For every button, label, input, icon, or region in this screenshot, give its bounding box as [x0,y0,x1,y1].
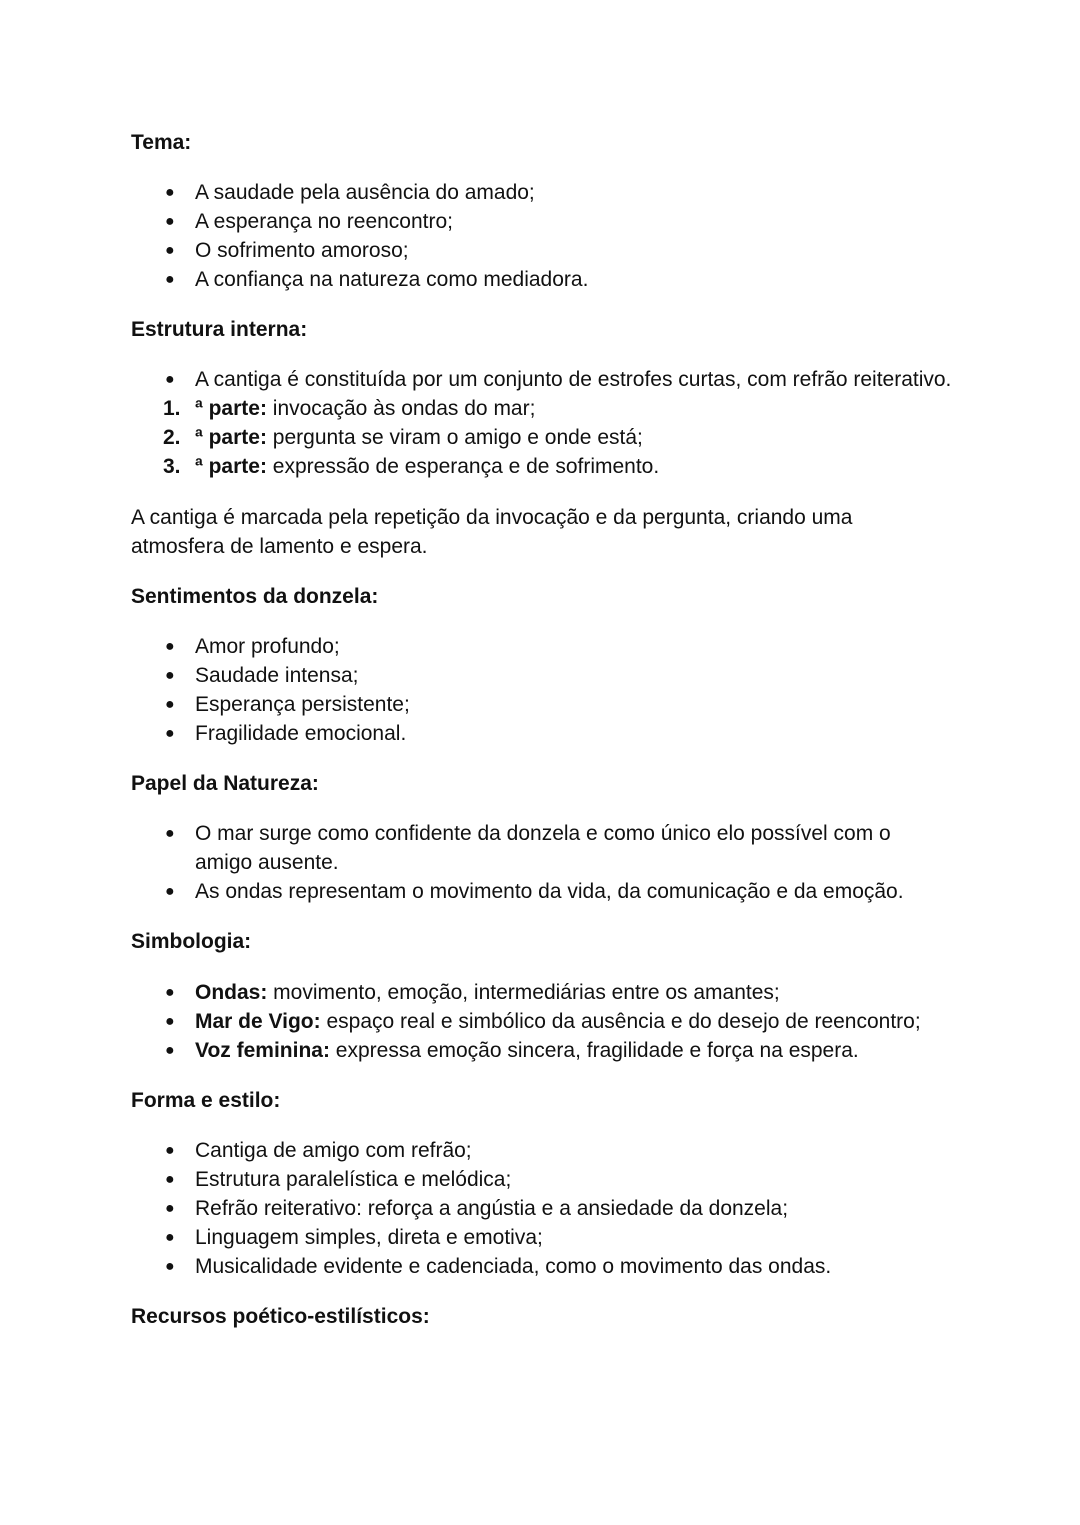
bullet-icon: ● [165,725,175,742]
forma-list [131,1136,961,1281]
list-item: ● Cantiga de amigo com refrão; [131,1136,961,1165]
item-number: 3. [163,455,181,478]
bullet-icon: ● [165,213,175,230]
estrutura-paragraph: A cantiga é marcada pela repetição da invocação e da pergunta, criando uma atmosfera de lamento e espera. [131,506,853,558]
bullet-icon: ● [165,1042,175,1059]
term-label: Mar de Vigo: [195,1010,321,1033]
list-item: ● Linguagem simples, direta e emotiva; [131,1223,961,1252]
bullet-icon: ● [165,1171,175,1188]
item-number: 2. [163,426,181,449]
list-item: ● Voz feminina: expressa emoção sincera, fragilidade e força na espera. [131,1036,961,1065]
bullet-icon: ● [165,1142,175,1159]
part-label: ª parte: [195,455,267,478]
term-label: Ondas: [195,981,268,1004]
list-item: ● Esperança persistente; [131,690,961,719]
list-item: ● A cantiga é constituída por um conjunto de estrofes curtas, com refrão reiterativo. [131,365,961,394]
term-label: Voz feminina: [195,1039,330,1062]
bullet-icon: ● [165,184,175,201]
bullet-icon: ● [165,242,175,259]
numbered-item: 3. ª parte: expressão de esperança e de sofrimento. [131,452,961,481]
list-item: ● Fragilidade emocional. [131,719,961,748]
section-heading-recursos: Recursos poético-estilísticos: [131,1305,430,1328]
tema-list [131,178,961,294]
list-item: ● Amor profundo; [131,632,961,661]
bullet-icon: ● [165,1200,175,1217]
natureza-list [131,819,961,906]
section-heading-natureza: Papel da Natureza: [131,772,319,795]
section-heading-estrutura: Estrutura interna: [131,318,308,341]
section-heading-forma: Forma e estilo: [131,1089,281,1112]
list-item: ● A confiança na natureza como mediadora. [131,265,961,294]
bullet-icon: ● [165,1258,175,1275]
list-item: ● Refrão reiterativo: reforça a angústia e a ansiedade da donzela; [131,1194,961,1223]
bullet-icon: ● [165,825,175,842]
bullet-icon: ● [165,667,175,684]
part-label: ª parte: [195,426,267,449]
list-item: ● A saudade pela ausência do amado; [131,178,961,207]
list-item: ● Mar de Vigo: espaço real e simbólico da ausência e do desejo de reencontro; [131,1007,961,1036]
bullet-icon: ● [165,1229,175,1246]
sentimentos-list [131,632,961,748]
simbologia-list [131,978,961,1065]
estrutura-list [131,365,961,481]
list-item: ● Musicalidade evidente e cadenciada, como o movimento das ondas. [131,1252,961,1281]
numbered-item: 1. ª parte: invocação às ondas do mar; [131,394,961,423]
list-item: ● Estrutura paralelística e melódica; [131,1165,961,1194]
list-item: ● As ondas representam o movimento da vida, da comunicação e da emoção. [131,877,961,906]
bullet-icon: ● [165,1013,175,1030]
bullet-icon: ● [165,271,175,288]
bullet-icon: ● [165,883,175,900]
item-number: 1. [163,397,181,420]
list-item: ● A esperança no reencontro; [131,207,961,236]
part-label: ª parte: [195,397,267,420]
list-item: ● Ondas: movimento, emoção, intermediárias entre os amantes; [131,978,961,1007]
document-page [131,128,961,1331]
section-heading-tema: Tema: [131,131,192,154]
bullet-icon: ● [165,638,175,655]
bullet-icon: ● [165,696,175,713]
bullet-icon: ● [165,984,175,1001]
bullet-icon: ● [165,371,175,388]
section-heading-sentimentos: Sentimentos da donzela: [131,585,379,608]
list-item: ● O sofrimento amoroso; [131,236,961,265]
section-heading-simbologia: Simbologia: [131,930,252,953]
list-item: ● Saudade intensa; [131,661,961,690]
list-item: ● O mar surge como confidente da donzela e como único elo possível com o amigo ausente. [131,819,895,877]
numbered-item: 2. ª parte: pergunta se viram o amigo e onde está; [131,423,961,452]
